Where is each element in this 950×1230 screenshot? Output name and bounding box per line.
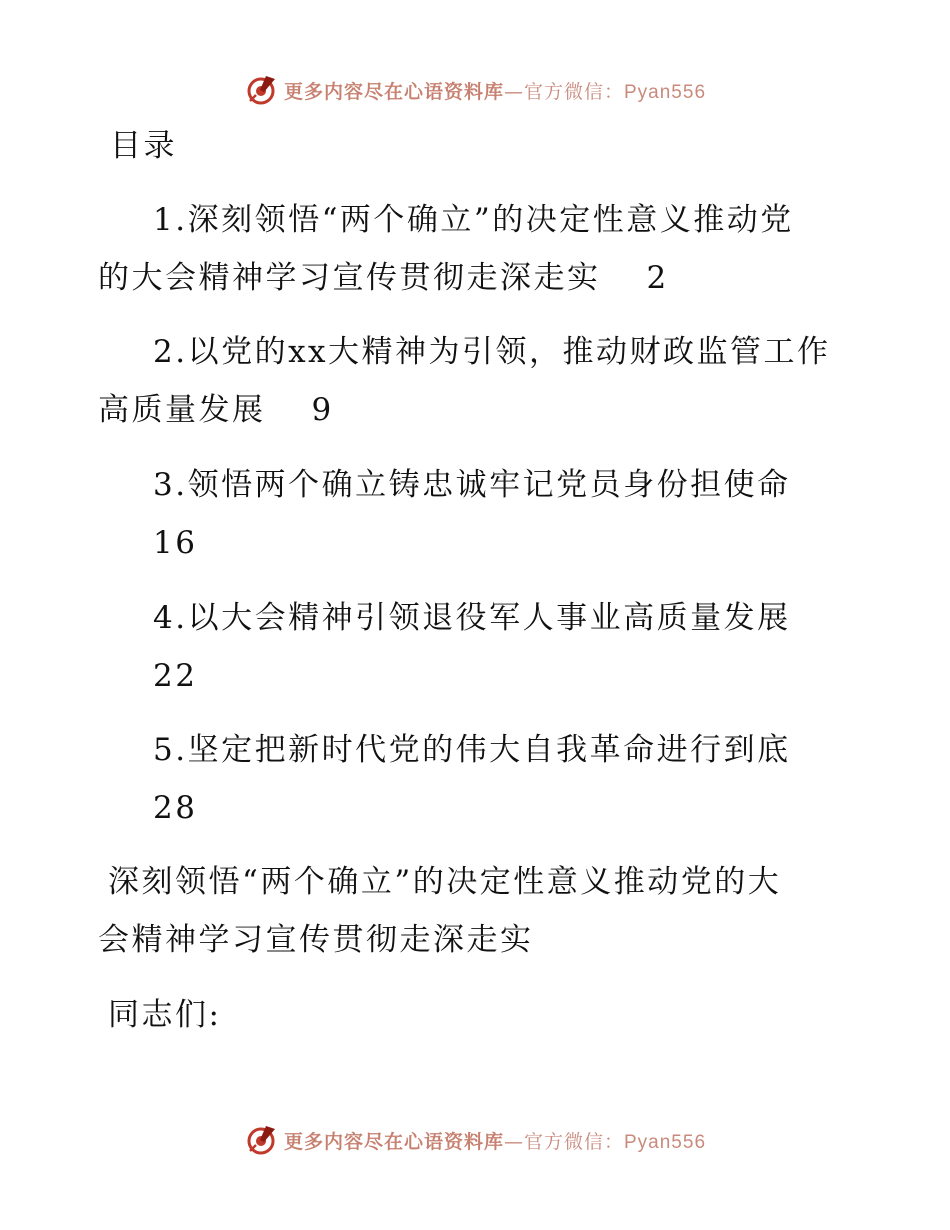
watermark-text: 更多内容尽在心语资料库—官方微信：Pyan556 <box>283 80 707 103</box>
toc-entry-1-line2: 的大会精神学习宣传贯彻走深走实 2 <box>98 260 669 296</box>
toc-entry-3-line1: 3.领悟两个确立铸忠诚牢记党员身份担使命 <box>153 467 791 503</box>
quill-logo-icon <box>244 1123 278 1157</box>
toc-title: 目录 <box>110 128 177 164</box>
article-title-line1: 深刻领悟“两个确立”的决定性意义推动党的大 <box>108 864 782 900</box>
article-title-line2: 会精神学习宣传贯彻走深走实 <box>98 922 534 958</box>
header-watermark <box>0 70 950 110</box>
salutation: 同志们: <box>108 997 222 1033</box>
toc-entry-1-page: 2 <box>646 260 669 296</box>
toc-entry-3-page: 16 <box>153 525 198 561</box>
quill-logo-icon <box>244 73 278 107</box>
toc-entry-5-line1: 5.坚定把新时代党的伟大自我革命进行到底 <box>153 732 791 768</box>
toc-entry-2-page: 9 <box>311 392 334 428</box>
toc-entry-2-line2: 高质量发展 9 <box>98 392 334 428</box>
toc-entry-5-page: 28 <box>153 790 198 826</box>
watermark-text: 更多内容尽在心语资料库—官方微信：Pyan556 <box>283 1130 707 1153</box>
toc-entry-1-line1: 1.深刻领悟“两个确立”的决定性意义推动党 <box>153 202 794 238</box>
toc-entry-4-line1: 4.以大会精神引领退役军人事业高质量发展 <box>153 600 791 636</box>
footer-watermark <box>0 1120 950 1160</box>
toc-entry-2-line1: 2.以党的xx大精神为引领，推动财政监管工作 <box>153 334 831 370</box>
toc-entry-4-page: 22 <box>153 658 198 694</box>
